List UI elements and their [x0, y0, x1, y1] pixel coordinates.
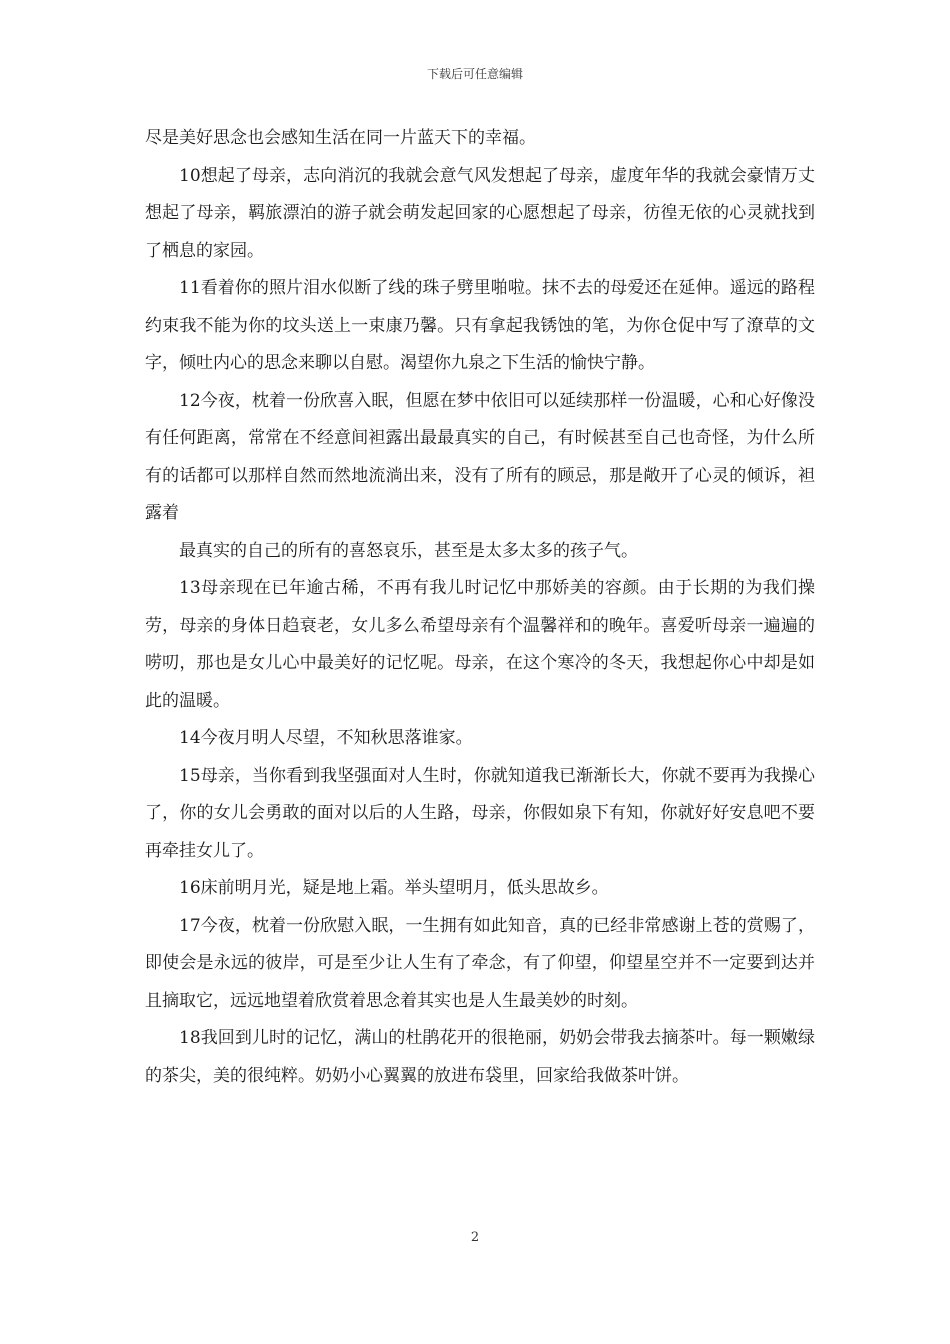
page-header: 下载后可任意编辑 — [426, 67, 523, 81]
paragraph: 尽是美好思念也会感知生活在同一片蓝天下的幸福。 — [145, 128, 536, 148]
paragraph: 16床前明月光，疑是地上霜。举头望明月，低头思故乡。 — [179, 878, 609, 898]
page-number: 2 — [470, 1230, 480, 1245]
paragraph: 10想起了母亲，志向消沉的我就会意气风发想起了母亲，虚度年华的我就会豪情万丈想起了母亲，羁旅漂泊的游子就会萌发起回家的心愿想起了母亲，彷徨无依的心灵就找到了栖息的家园。 — [145, 165, 815, 261]
paragraph: 14今夜月明人尽望，不知秋思落谁家。 — [179, 728, 473, 748]
paragraph: 18我回到儿时的记忆，满山的杜鹃花开的很艳丽，奶奶会带我去摘茶叶。每一颗嫩绿的茶尖，美的很纯粹。奶奶小心翼翼的放进布袋里，回家给我做茶叶饼。 — [145, 1028, 815, 1086]
paragraph: 15母亲，当你看到我坚强面对人生时，你就知道我已渐渐长大，你就不要再为我操心了，你的女儿会勇敢的面对以后的人生路，母亲，你假如泉下有知，你就好好安息吧不要再牵挂女儿了。 — [145, 765, 815, 861]
paragraph: 11看着你的照片泪水似断了线的珠子劈里啪啦。抹不去的母爱还在延伸。遥远的路程约束我不能为你的坟头送上一束康乃馨。只有拿起我锈蚀的笔，为你仓促中写了潦草的文字，倾吐内心的思念来聊以自慰。渴望你九泉之下生活的愉快宁静。 — [145, 278, 815, 373]
paragraph: 最真实的自己的所有的喜怒哀乐，甚至是太多太多的孩子气。 — [179, 540, 638, 561]
paragraph: 17今夜，枕着一份欣慰入眠，一生拥有如此知音，真的已经非常感谢上苍的赏赐了，即使会是永远的彼岸，可是至少让人生有了牵念，有了仰望，仰望星空并不一定要到达并且摘取它，远远地望着欣赏着思念着其实也是人生最美妙的时刻。 — [145, 915, 815, 1011]
paragraph: 13母亲现在已年逾古稀，不再有我儿时记忆中那娇美的容颜。由于长期的为我们操劳，母亲的身体日趋衰老，女儿多么希望母亲有个温馨祥和的晚年。喜爱听母亲一遍遍的唠叨，那也是女儿心中最美好的记忆呢。母亲，在这个寒冷的冬天，我想起你心中却是如此的温暖。 — [145, 578, 815, 711]
paragraph: 12今夜，枕着一份欣喜入眠，但愿在梦中依旧可以延续那样一份温暖，心和心好像没有任何距离，常常在不经意间袒露出最最真实的自己，有时候甚至自己也奇怪，为什么所有的话都可以那样自然而然地流淌出来，没有了所有的顾忌，那是敞开了心灵的倾诉，袒露着 — [145, 390, 815, 523]
document-body — [145, 120, 815, 1095]
